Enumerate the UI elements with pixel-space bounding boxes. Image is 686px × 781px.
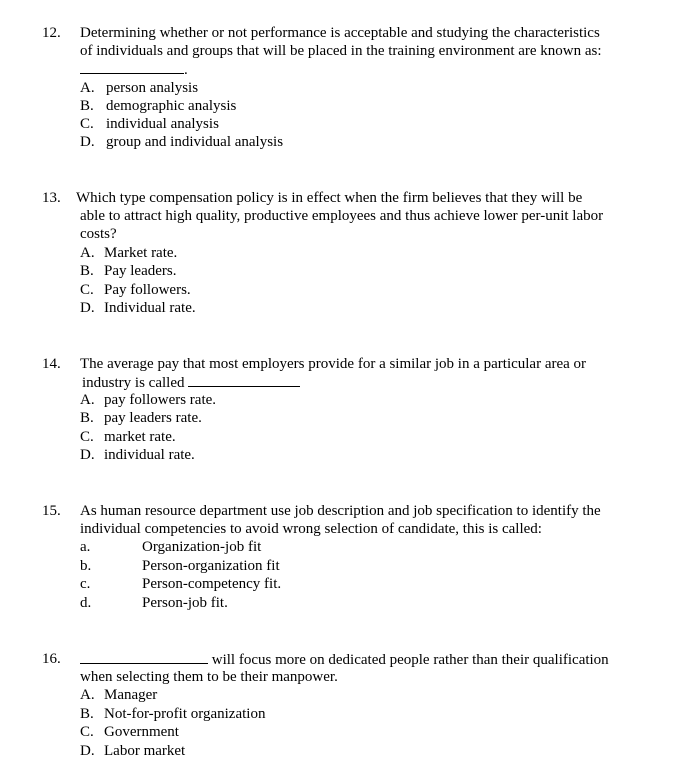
option-a[interactable]: A. Market rate.	[80, 245, 178, 261]
option-b[interactable]: b. Person-organization fit	[80, 558, 280, 574]
question-stem-line: able to attract high quality, productive employees and thus achieve lower per-unit labor	[80, 208, 604, 224]
question-stem-line: costs?	[80, 226, 117, 242]
option-c[interactable]: c. Person-competency fit.	[80, 576, 282, 592]
question-stem-line: As human resource department use job description and job specification to identify the	[80, 503, 601, 519]
answer-blank	[188, 373, 300, 387]
option-c[interactable]: C. Government	[80, 724, 179, 740]
option-a[interactable]: A. pay followers rate.	[80, 392, 217, 408]
option-d[interactable]: D. Individual rate.	[80, 300, 196, 316]
question-number: 16.	[42, 651, 61, 667]
option-d[interactable]: D. group and individual analysis	[80, 134, 284, 150]
answer-blank: .	[80, 60, 188, 79]
question-stem-line: when selecting them to be their manpower.	[80, 669, 338, 685]
answer-blank	[80, 650, 208, 664]
question-stem-line: industry is called	[82, 373, 300, 392]
option-b[interactable]: B. demographic analysis	[80, 98, 237, 114]
question-stem-line: will focus more on dedicated people rather than their qualification	[80, 650, 609, 669]
option-d[interactable]: D. individual rate.	[80, 447, 195, 463]
option-b[interactable]: B. pay leaders rate.	[80, 410, 202, 426]
question-number: 14.	[42, 356, 61, 372]
option-a[interactable]: a. Organization-job fit	[80, 539, 262, 555]
option-d[interactable]: d. Person-job fit.	[80, 595, 228, 611]
option-c[interactable]: C. Pay followers.	[80, 282, 191, 298]
option-d[interactable]: D. Labor market	[80, 743, 186, 759]
question-number: 12.	[42, 25, 61, 41]
question-stem-line: The average pay that most employers provide for a similar job in a particular area or	[80, 356, 587, 372]
question-stem-line: of individuals and groups that will be placed in the training environment are known as:	[80, 43, 602, 59]
option-c[interactable]: C. market rate.	[80, 429, 176, 445]
option-a[interactable]: A. Manager	[80, 687, 158, 703]
option-a[interactable]: A. person analysis	[80, 80, 199, 96]
question-stem-line: individual competencies to avoid wrong selection of candidate, this is called:	[80, 521, 542, 537]
option-b[interactable]: B. Not-for-profit organization	[80, 706, 266, 722]
option-b[interactable]: B. Pay leaders.	[80, 263, 177, 279]
question-stem-line: Which type compensation policy is in effect when the firm believes that they will be	[76, 190, 583, 206]
question-number: 15.	[42, 503, 61, 519]
question-stem-line: Determining whether or not performance is acceptable and studying the characteristics	[80, 25, 600, 41]
question-number: 13.	[42, 190, 61, 206]
option-c[interactable]: C. individual analysis	[80, 116, 219, 132]
